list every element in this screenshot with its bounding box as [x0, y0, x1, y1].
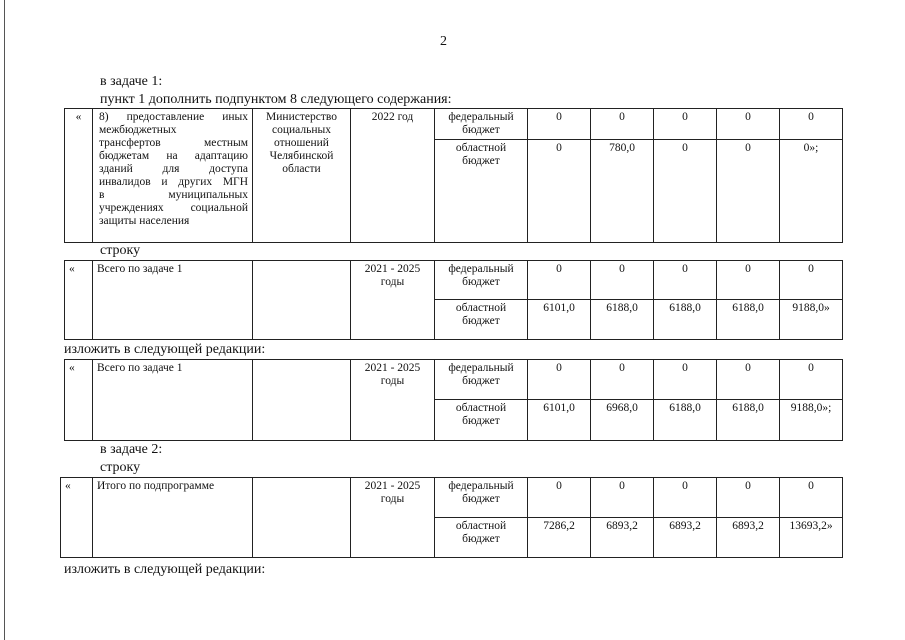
- measure-name-cell: [93, 109, 253, 243]
- value-cell: 0: [591, 360, 654, 400]
- page-edge-line: [4, 0, 5, 640]
- value-cell: 9188,0»: [780, 300, 843, 340]
- value-cell: 13693,2»: [780, 518, 843, 558]
- value-cell: 6188,0: [717, 400, 780, 441]
- izlozhit-label-2: изложить в следующей редакции:: [64, 562, 266, 577]
- value-cell: 6893,2: [591, 518, 654, 558]
- name-line: 8) предоставление иных: [99, 111, 248, 123]
- period-cell: 2021 - 2025 годы: [351, 478, 435, 558]
- value-cell: 7286,2: [528, 518, 591, 558]
- value-cell: 6188,0: [591, 300, 654, 340]
- table-row: [65, 360, 843, 400]
- name-line: учреждениях социальной: [99, 202, 248, 214]
- name-line: защиты населения: [99, 215, 190, 227]
- value-cell: 0: [528, 478, 591, 518]
- value-cell: 0: [780, 360, 843, 400]
- value-cell: 0: [528, 140, 591, 243]
- value-cell: 0: [528, 109, 591, 140]
- executor-cell: [253, 360, 351, 441]
- value-cell: 0: [654, 140, 717, 243]
- budget-source-cell: областной бюджет: [435, 400, 528, 441]
- budget-source-cell: федеральный бюджет: [435, 360, 528, 400]
- budget-source-cell: федеральный бюджет: [435, 109, 528, 140]
- value-cell: 6188,0: [717, 300, 780, 340]
- value-cell: 0: [528, 360, 591, 400]
- value-cell: 6188,0: [654, 400, 717, 441]
- executor-cell: [253, 478, 351, 558]
- value-cell: 0: [780, 478, 843, 518]
- name-line: зданий для доступа: [99, 163, 248, 175]
- period-cell: 2022 год: [351, 109, 435, 243]
- quote-mark: «: [65, 360, 93, 441]
- measure-name-cell: Итого по подпрограмме: [93, 478, 253, 558]
- value-cell: 6101,0: [528, 300, 591, 340]
- value-cell: 0: [654, 478, 717, 518]
- value-cell: 0: [591, 261, 654, 300]
- budget-source-cell: областной бюджет: [435, 140, 528, 243]
- table-task1-subitem8: [64, 108, 843, 243]
- value-cell: 0: [717, 261, 780, 300]
- table-task2-subprogram-total: [60, 477, 843, 558]
- budget-source-cell: федеральный бюджет: [435, 261, 528, 300]
- measure-name-cell: Всего по задаче 1: [93, 261, 253, 340]
- value-cell: 6968,0: [591, 400, 654, 441]
- period-cell: 2021 - 2025 годы: [351, 261, 435, 340]
- stroku-label-1: строку: [100, 243, 141, 258]
- value-cell: 0»;: [780, 140, 843, 243]
- quote-mark: «: [61, 478, 93, 558]
- value-cell: 0: [654, 109, 717, 140]
- name-line: трансфертов местным: [99, 137, 248, 149]
- value-cell: 6101,0: [528, 400, 591, 441]
- value-cell: 780,0: [591, 140, 654, 243]
- value-cell: 0: [780, 109, 843, 140]
- value-cell: 6893,2: [717, 518, 780, 558]
- page-number: 2: [440, 34, 447, 49]
- executor-cell: Министерство социальных отношений Челябинской области: [253, 109, 351, 243]
- value-cell: 6188,0: [654, 300, 717, 340]
- measure-name-cell: Всего по задаче 1: [93, 360, 253, 441]
- task1-instruction: пункт 1 дополнить подпунктом 8 следующего содержания:: [100, 92, 452, 107]
- value-cell: 0: [717, 478, 780, 518]
- value-cell: 0: [654, 360, 717, 400]
- budget-source-cell: федеральный бюджет: [435, 478, 528, 518]
- izlozhit-label-1: изложить в следующей редакции:: [64, 342, 266, 357]
- value-cell: 0: [654, 261, 717, 300]
- value-cell: 0: [591, 109, 654, 140]
- table-row: [61, 478, 843, 518]
- value-cell: 6893,2: [654, 518, 717, 558]
- name-line: в муниципальных: [99, 189, 248, 201]
- quote-mark: «: [65, 109, 93, 243]
- task1-header: в задаче 1:: [100, 74, 163, 89]
- budget-source-cell: областной бюджет: [435, 300, 528, 340]
- stroku-label-2: строку: [100, 460, 141, 475]
- table-row: [65, 109, 843, 140]
- name-line: межбюджетных: [99, 124, 177, 136]
- period-cell: 2021 - 2025 годы: [351, 360, 435, 441]
- value-cell: 0: [717, 140, 780, 243]
- value-cell: 9188,0»;: [780, 400, 843, 441]
- name-line: бюджетам на адаптацию: [99, 150, 248, 162]
- table-task1-total-old: [64, 260, 843, 340]
- table-row: [65, 261, 843, 300]
- executor-cell: [253, 261, 351, 340]
- value-cell: 0: [780, 261, 843, 300]
- table-task1-total-new: [64, 359, 843, 441]
- value-cell: 0: [717, 360, 780, 400]
- value-cell: 0: [528, 261, 591, 300]
- budget-source-cell: областной бюджет: [435, 518, 528, 558]
- value-cell: 0: [717, 109, 780, 140]
- value-cell: 0: [591, 478, 654, 518]
- task2-header: в задаче 2:: [100, 442, 163, 457]
- name-line: инвалидов и других МГН: [99, 176, 248, 188]
- quote-mark: «: [65, 261, 93, 340]
